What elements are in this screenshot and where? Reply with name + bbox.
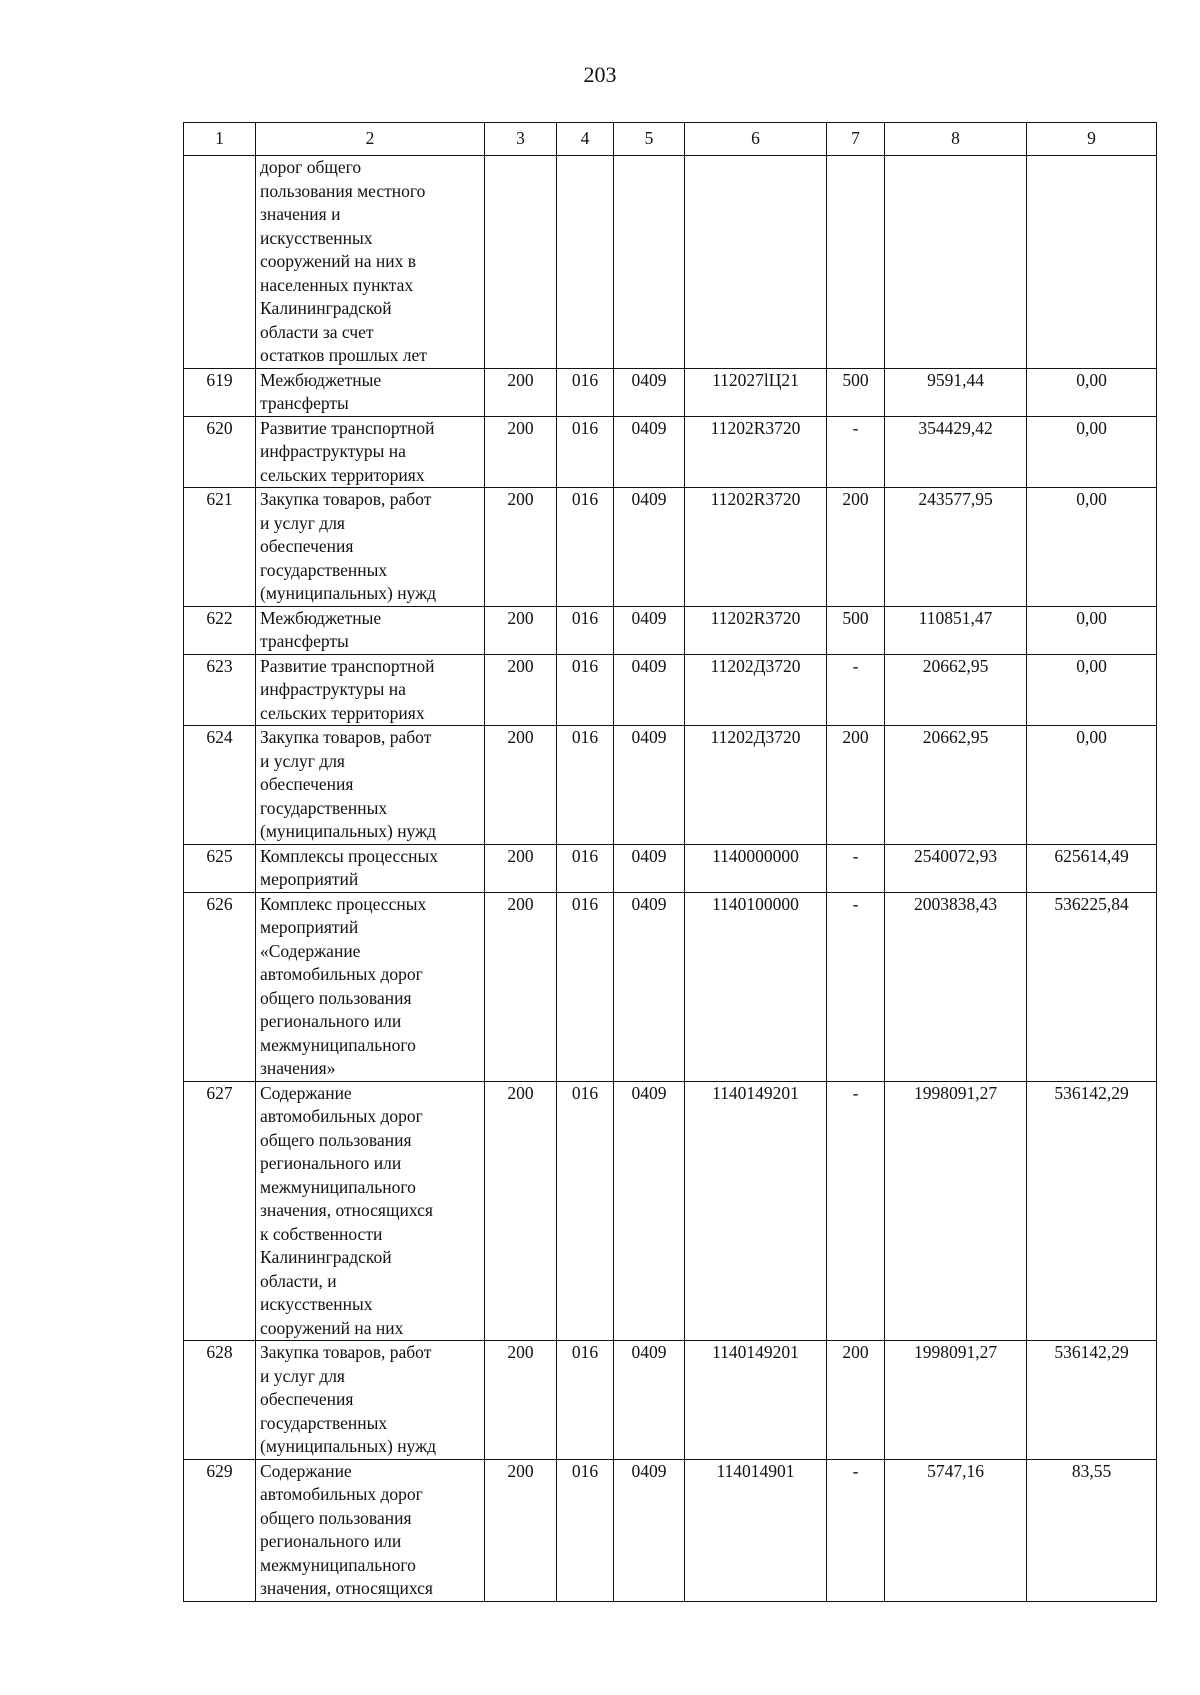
row-col-3-text: 200 [507,1460,534,1481]
row-number-text: 619 [206,369,233,390]
row-number-text: 629 [206,1460,233,1481]
table-row [184,368,1157,416]
row-number-text: 625 [206,845,233,866]
table-row [184,654,1157,726]
row-expense-type [827,416,885,488]
row-name-text: Закупка товаров, работ и услуг для обеспечения государственных (муниципальных) нужд [260,727,437,841]
row-amount-8-text: 110851,47 [918,607,993,628]
row-expense-type-text: - [852,1082,859,1103]
row-target-code-text: 1140100000 [712,893,799,914]
table-row [184,1341,1157,1460]
row-amount-9 [1027,1081,1157,1341]
row-col-5 [614,156,685,369]
row-number-text: 621 [206,489,233,509]
row-target-code [685,1459,827,1601]
row-col-5-text: 0409 [631,1460,667,1481]
row-col-3 [485,488,557,607]
row-name-text: Развитие транспортной инфраструктуры на сельских территориях [260,417,435,485]
row-col-3 [485,1081,557,1341]
row-col-4 [557,416,614,488]
row-col-4-text: 016 [571,727,599,747]
row-expense-type-text: 200 [842,1342,869,1362]
row-col-4-text: 016 [571,893,599,914]
row-col-3 [485,726,557,845]
row-name-text: Содержание автомобильных дорог общего пользования регионального или межмуниципального значения, относящихся [260,1460,433,1598]
row-col-4-text: 016 [571,607,599,628]
row-name-text: Развитие транспортной инфраструктуры на сельских территориях [260,655,435,723]
row-name-text: Закупка товаров, работ и услуг для обеспечения государственных (муниципальных) нужд [260,1342,437,1456]
row-col-3-text: 200 [507,489,534,509]
row-target-code [685,488,827,607]
row-col-3-text: 200 [507,607,534,628]
row-amount-9-text: 83,55 [1071,1460,1112,1481]
row-name [256,416,485,488]
row-number-text: 624 [206,727,233,747]
table-row [184,1459,1157,1601]
table-body [184,156,1157,1602]
row-col-3-text: 200 [507,1342,534,1362]
row-number [184,654,256,726]
row-col-4 [557,606,614,654]
row-col-5-text: 0409 [631,489,667,509]
row-amount-8-text: 9591,44 [927,369,984,390]
row-name-text: Комплекс процессных мероприятий «Содержание автомобильных дорог общего пользования регионального или межмуниципального значения» [260,893,427,1078]
table-row [184,156,1157,369]
row-number [184,606,256,654]
row-expense-type [827,488,885,607]
row-amount-8-text: 1998091,27 [913,1342,998,1362]
row-col-3 [485,1341,557,1460]
row-col-3-text: 200 [507,1082,534,1103]
row-col-5-text: 0409 [631,845,667,866]
row-amount-9-text: 0,00 [1076,655,1107,676]
row-amount-8 [885,1341,1027,1460]
row-col-3 [485,606,557,654]
row-amount-9-text: 625614,49 [1054,845,1129,866]
row-amount-9 [1027,1341,1157,1460]
row-expense-type [827,368,885,416]
row-col-3-text: 200 [507,369,534,390]
row-col-4-text: 016 [571,417,599,438]
row-expense-type-text: - [852,1460,859,1481]
row-target-code [685,1341,827,1460]
row-expense-type [827,1341,885,1460]
row-target-code [685,844,827,892]
row-target-code-text: 11202R3720 [710,607,801,628]
row-target-code [685,1081,827,1341]
row-number [184,488,256,607]
row-col-3-text: 200 [507,655,534,676]
row-col-4 [557,1081,614,1341]
col-header: 5 [614,123,685,156]
row-name-text: Межбюджетные трансферты [260,607,382,651]
row-col-4-text: 016 [571,1082,599,1103]
row-expense-type-text: - [852,893,859,914]
row-col-4 [557,892,614,1081]
col-header: 2 [256,123,485,156]
row-col-4-text: 016 [571,489,599,509]
row-number-text: 622 [206,607,233,628]
row-number-text: 626 [206,893,233,914]
row-target-code-text: 114014901 [716,1460,795,1481]
row-amount-8 [885,156,1027,369]
row-name-text: Закупка товаров, работ и услуг для обеспечения государственных (муниципальных) нужд [260,489,437,603]
row-target-code-text: 1140000000 [712,845,799,866]
row-number-text: 623 [206,655,233,676]
col-header: 1 [184,123,256,156]
row-expense-type [827,1459,885,1601]
row-number [184,368,256,416]
table-row [184,844,1157,892]
row-expense-type-text: - [852,655,859,676]
row-name-text: дорог общего пользования местного значения и искусственных сооружений на них в населенных пунктах Калининградской области за счет остатков прошлых лет [260,157,427,365]
row-amount-9-text: 0,00 [1076,607,1107,628]
row-col-3 [485,844,557,892]
row-target-code-text: 11202R3720 [710,417,801,438]
table-row [184,606,1157,654]
row-expense-type-text: 200 [842,489,869,509]
row-col-5 [614,1341,685,1460]
row-col-5-text: 0409 [631,369,667,390]
row-target-code [685,156,827,369]
row-amount-9-text: 536142,29 [1054,1082,1129,1103]
table-row [184,892,1157,1081]
row-col-5 [614,1081,685,1341]
row-amount-9 [1027,1459,1157,1601]
row-target-code-text: 112027lЦ21 [712,369,799,390]
row-name [256,726,485,845]
row-target-code [685,726,827,845]
row-col-3 [485,156,557,369]
row-amount-8 [885,726,1027,845]
row-amount-9 [1027,488,1157,607]
row-col-5 [614,416,685,488]
row-amount-8 [885,1459,1027,1601]
row-col-3 [485,654,557,726]
row-col-5 [614,488,685,607]
col-header: 8 [885,123,1027,156]
row-col-4 [557,1459,614,1601]
row-col-4-text: 016 [571,1342,599,1362]
row-col-5 [614,368,685,416]
row-amount-9-text: 536225,84 [1054,893,1129,914]
row-col-5-text: 0409 [631,1342,667,1362]
row-col-4 [557,488,614,607]
row-number [184,1341,256,1460]
row-expense-type-text: - [852,417,859,438]
row-col-4 [557,1341,614,1460]
row-amount-8 [885,1081,1027,1341]
row-expense-type-text: 200 [842,727,869,747]
row-expense-type-text: - [852,845,859,866]
row-col-4 [557,654,614,726]
row-name-text: Межбюджетные трансферты [260,369,382,413]
row-col-5-text: 0409 [631,607,667,628]
row-amount-8-text: 20662,95 [922,727,989,747]
row-col-4 [557,844,614,892]
row-col-5-text: 0409 [631,655,667,676]
col-header: 9 [1027,123,1157,156]
row-expense-type [827,1081,885,1341]
row-amount-8-text: 354429,42 [918,417,993,438]
table-row [184,726,1157,845]
row-col-4-text: 016 [571,1460,599,1481]
table-row [184,488,1157,607]
col-header: 4 [557,123,614,156]
row-col-3 [485,892,557,1081]
row-expense-type [827,844,885,892]
row-name [256,156,485,369]
row-amount-8 [885,488,1027,607]
row-expense-type [827,654,885,726]
row-col-4 [557,726,614,845]
col-header: 3 [485,123,557,156]
row-col-3 [485,416,557,488]
row-name [256,606,485,654]
row-col-5 [614,844,685,892]
row-amount-9 [1027,156,1157,369]
row-amount-9-text: 0,00 [1076,417,1107,438]
row-col-4-text: 016 [571,655,599,676]
row-number [184,726,256,845]
row-col-3-text: 200 [507,727,534,747]
budget-table [183,122,1157,1602]
row-col-5-text: 0409 [631,417,667,438]
row-amount-8-text: 20662,95 [922,655,989,676]
row-col-5-text: 0409 [631,1082,667,1103]
row-name [256,844,485,892]
row-name-text: Содержание автомобильных дорог общего пользования регионального или межмуниципального значения, относящихся к собственности Калининградской области, и искусственных сооружений на них [260,1082,433,1338]
row-target-code [685,368,827,416]
row-amount-9 [1027,654,1157,726]
row-amount-8-text: 5747,16 [927,1460,984,1481]
row-amount-9 [1027,606,1157,654]
row-amount-8 [885,606,1027,654]
row-amount-9 [1027,416,1157,488]
row-col-5 [614,892,685,1081]
row-col-5-text: 0409 [631,893,667,914]
row-col-5 [614,726,685,845]
row-target-code-text: 11202Д3720 [710,727,801,747]
row-number-text: 620 [206,417,233,438]
row-expense-type [827,726,885,845]
row-amount-9-text: 0,00 [1076,489,1107,509]
row-col-5-text: 0409 [631,727,667,747]
row-col-4 [557,368,614,416]
row-expense-type [827,892,885,1081]
row-amount-8 [885,654,1027,726]
row-amount-9 [1027,892,1157,1081]
row-number-text: 627 [206,1082,233,1103]
row-expense-type [827,606,885,654]
row-amount-8-text: 243577,95 [918,489,993,509]
row-target-code [685,416,827,488]
row-name-text: Комплексы процессных мероприятий [260,845,438,889]
row-number [184,156,256,369]
row-number [184,1081,256,1341]
row-col-3-text: 200 [507,417,534,438]
row-col-5 [614,606,685,654]
row-name [256,1459,485,1601]
row-amount-9-text: 0,00 [1076,369,1107,390]
row-target-code-text: 11202R3720 [710,489,801,509]
header-row [184,123,1157,156]
row-col-3-text: 200 [507,893,534,914]
row-col-3-text: 200 [507,845,534,866]
row-col-4 [557,156,614,369]
row-target-code [685,892,827,1081]
row-number [184,892,256,1081]
row-amount-9 [1027,726,1157,845]
row-target-code-text: 1140149201 [712,1342,799,1362]
row-amount-8 [885,416,1027,488]
row-col-4-text: 016 [571,369,599,390]
row-number [184,844,256,892]
row-amount-8 [885,368,1027,416]
row-name [256,1341,485,1460]
row-amount-8-text: 1998091,27 [913,1082,998,1103]
row-name [256,488,485,607]
row-amount-9 [1027,844,1157,892]
row-name [256,654,485,726]
row-target-code [685,654,827,726]
row-number [184,1459,256,1601]
row-name [256,1081,485,1341]
row-col-3 [485,368,557,416]
row-col-4-text: 016 [571,845,599,866]
row-col-5 [614,654,685,726]
row-number-text: 628 [206,1342,233,1362]
row-amount-8-text: 2540072,93 [913,845,998,866]
table-row [184,416,1157,488]
row-target-code-text: 11202Д3720 [710,655,801,676]
row-amount-9-text: 0,00 [1076,727,1107,747]
table-row [184,1081,1157,1341]
row-expense-type [827,156,885,369]
row-target-code-text: 1140149201 [712,1082,799,1103]
row-name [256,368,485,416]
col-header: 6 [685,123,827,156]
row-amount-8-text: 2003838,43 [913,893,998,914]
row-amount-8 [885,844,1027,892]
row-target-code [685,606,827,654]
col-header: 7 [827,123,885,156]
row-amount-9-text: 536142,29 [1054,1342,1129,1362]
row-expense-type-text: 500 [842,369,869,390]
row-number [184,416,256,488]
page-number: 203 [583,62,617,87]
row-name [256,892,485,1081]
row-col-5 [614,1459,685,1601]
row-amount-8 [885,892,1027,1081]
row-expense-type-text: 500 [842,607,869,628]
row-amount-9 [1027,368,1157,416]
row-col-3 [485,1459,557,1601]
